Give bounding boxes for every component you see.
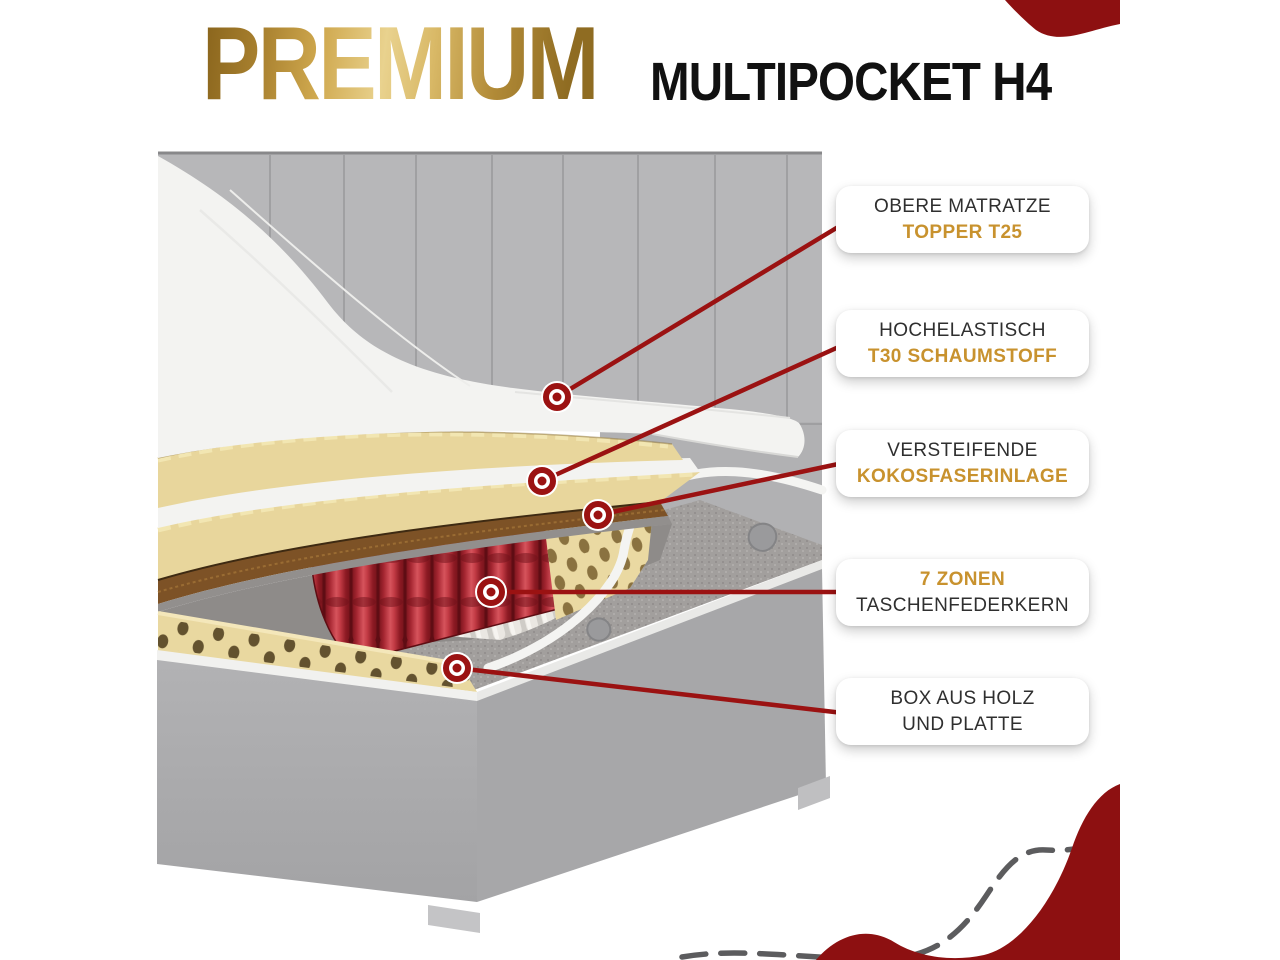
callout-line2: TASCHENFEDERKERN <box>856 594 1069 616</box>
callout-line2: T30 SCHAUMSTOFF <box>867 345 1058 367</box>
callout-line2: KOKOSFASERINLAGE <box>856 465 1069 487</box>
callout-line1: VERSTEIFENDE <box>887 440 1038 462</box>
callout-line1: BOX AUS HOLZ <box>890 688 1035 710</box>
callout-line1: OBERE MATRATZE <box>874 196 1051 218</box>
corner-wave-bottom-icon <box>816 784 1120 960</box>
callout-line2: UND PLATTE <box>902 713 1023 735</box>
target-marker-icon <box>441 652 473 684</box>
target-marker-icon <box>541 381 573 413</box>
target-marker-icon <box>526 465 558 497</box>
target-marker-icon <box>582 499 614 531</box>
model-title: MULTIPOCKET H4 <box>650 52 1052 112</box>
callout-card-box <box>836 678 1089 745</box>
callout-card-topper <box>836 186 1089 253</box>
bed-leg-front <box>428 905 480 933</box>
callout-card-springs <box>836 559 1089 626</box>
callout-line1: HOCHELASTISCH <box>879 320 1046 342</box>
callout-card-foam <box>836 310 1089 377</box>
callout-line2: TOPPER T25 <box>902 221 1023 243</box>
corner-wave-top-icon <box>1005 0 1120 37</box>
callout-card-coco <box>836 430 1089 497</box>
target-marker-icon <box>475 576 507 608</box>
fabric-handle-icon <box>749 524 777 551</box>
fabric-handle-icon <box>587 618 610 640</box>
callout-line1: 7 ZONEN <box>919 569 1006 591</box>
brand-title: PREMIUM <box>202 6 597 122</box>
